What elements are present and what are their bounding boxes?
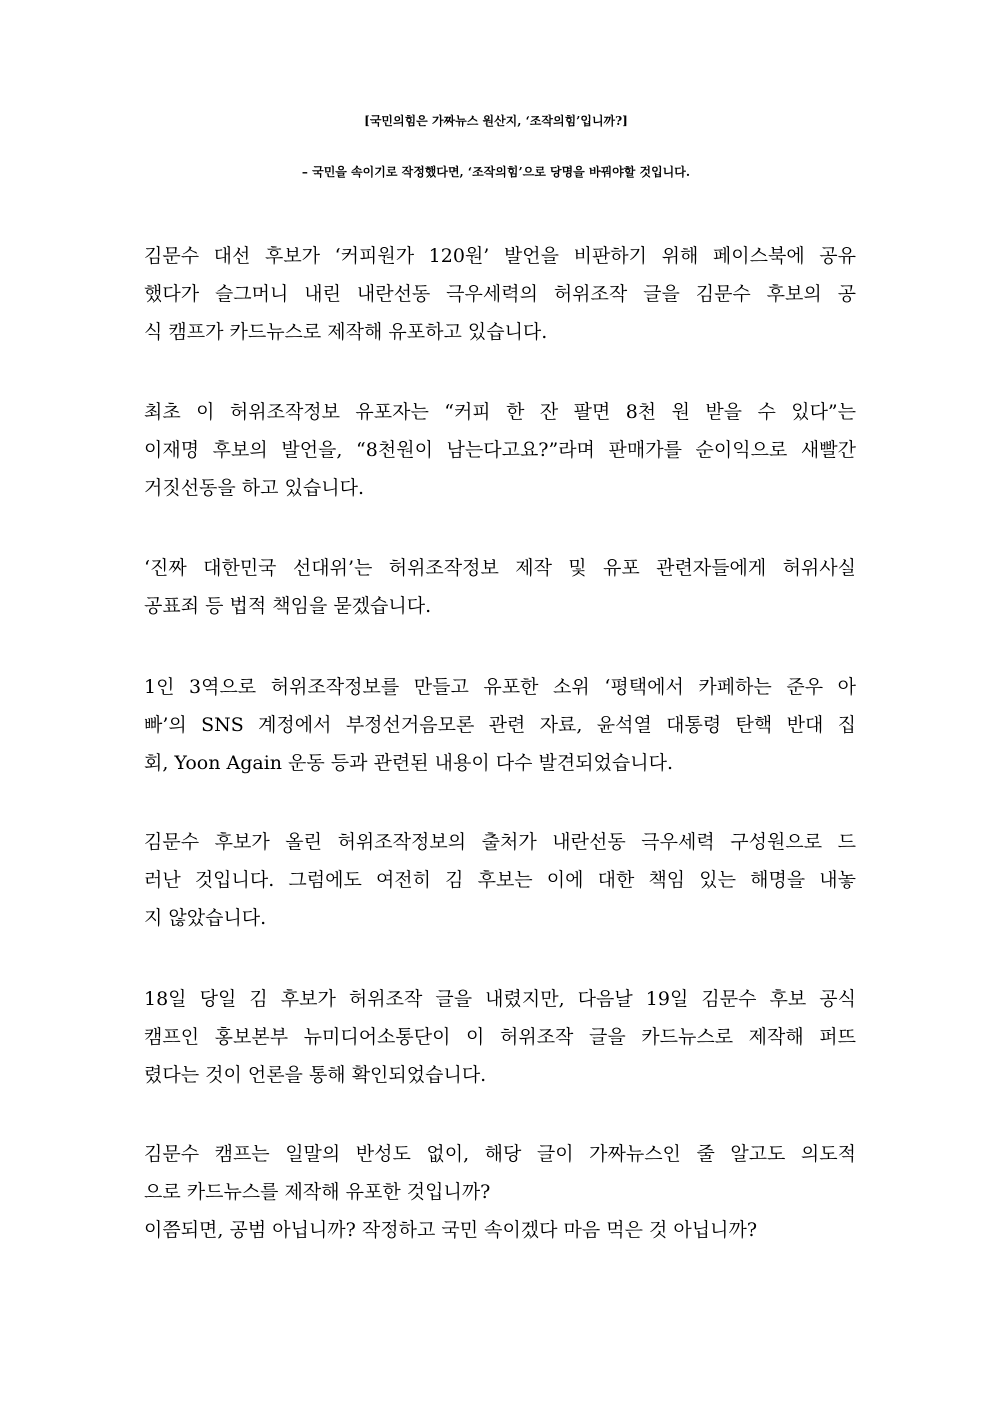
paragraph-line: 지 않았습니다. bbox=[144, 907, 267, 929]
document-title: [국민의힘은 가짜뉴스 원산지, ‘조작의힘’입니까?] bbox=[364, 114, 628, 128]
paragraph-line: 식 캠프가 카드뉴스로 제작해 유포하고 있습니다. bbox=[144, 321, 548, 343]
paragraph-line: 했다가 슬그머니 내린 내란선동 극우세력의 허위조작 글을 김문수 후보의 공 bbox=[144, 283, 856, 305]
paragraph-6 bbox=[144, 980, 856, 1094]
paragraph-7 bbox=[144, 1135, 856, 1249]
paragraph-line: 1인 3역으로 허위조작정보를 만들고 유포한 소위 ‘평택에서 카페하는 준우 아 bbox=[144, 676, 856, 698]
paragraph-line: 러난 것입니다. 그럼에도 여전히 김 후보는 이에 대한 책임 있는 해명을 내놓 bbox=[144, 869, 856, 891]
paragraph-line: 거짓선동을 하고 있습니다. bbox=[144, 477, 365, 499]
paragraph-line: 18일 당일 김 후보가 허위조작 글을 내렸지만, 다음날 19일 김문수 후보 공식 bbox=[144, 988, 856, 1010]
paragraph-line: 회, Yoon Again 운동 등과 관련된 내용이 다수 발견되었습니다. bbox=[144, 752, 674, 774]
paragraph-line: 최초 이 허위조작정보 유포자는 “커피 한 잔 팔면 8천 원 받을 수 있다”는 bbox=[144, 401, 856, 423]
paragraph-5 bbox=[144, 823, 856, 937]
paragraph-line: 렸다는 것이 언론을 통해 확인되었습니다. bbox=[144, 1064, 487, 1086]
document-subtitle: – 국민을 속이기로 작정했다면, ‘조작의힘’으로 당명을 바꿔야할 것입니다. bbox=[301, 165, 691, 179]
paragraph-line: 이쯤되면, 공범 아닙니까? 작정하고 국민 속이겠다 마음 먹은 것 아닙니까? bbox=[144, 1219, 758, 1241]
paragraph-2 bbox=[144, 393, 856, 507]
paragraph-line: 캠프인 홍보본부 뉴미디어소통단이 이 허위조작 글을 카드뉴스로 제작해 퍼뜨 bbox=[144, 1026, 856, 1048]
paragraph-line: 공표죄 등 법적 책임을 묻겠습니다. bbox=[144, 595, 432, 617]
paragraph-line: ‘진짜 대한민국 선대위’는 허위조작정보 제작 및 유포 관련자들에게 허위사실 bbox=[144, 557, 856, 579]
paragraph-4 bbox=[144, 668, 856, 782]
paragraph-line: 빠’의 SNS 계정에서 부정선거음모론 관련 자료, 윤석열 대통령 탄핵 반대 집 bbox=[144, 714, 856, 736]
paragraph-line: 이재명 후보의 발언을, “8천원이 남는다고요?”라며 판매가를 순이익으로 새빨간 bbox=[144, 439, 856, 461]
paragraph-1 bbox=[144, 237, 856, 351]
paragraph-3 bbox=[144, 549, 856, 625]
paragraph-line: 김문수 대선 후보가 ‘커피원가 120원’ 발언을 비판하기 위해 페이스북에 공유 bbox=[144, 245, 856, 267]
paragraph-line: 으로 카드뉴스를 제작해 유포한 것입니까? bbox=[144, 1181, 491, 1203]
paragraph-line: 김문수 캠프는 일말의 반성도 없이, 해당 글이 가짜뉴스인 줄 알고도 의도적 bbox=[144, 1143, 856, 1165]
paragraph-line: 김문수 후보가 올린 허위조작정보의 출처가 내란선동 극우세력 구성원으로 드 bbox=[144, 831, 856, 853]
